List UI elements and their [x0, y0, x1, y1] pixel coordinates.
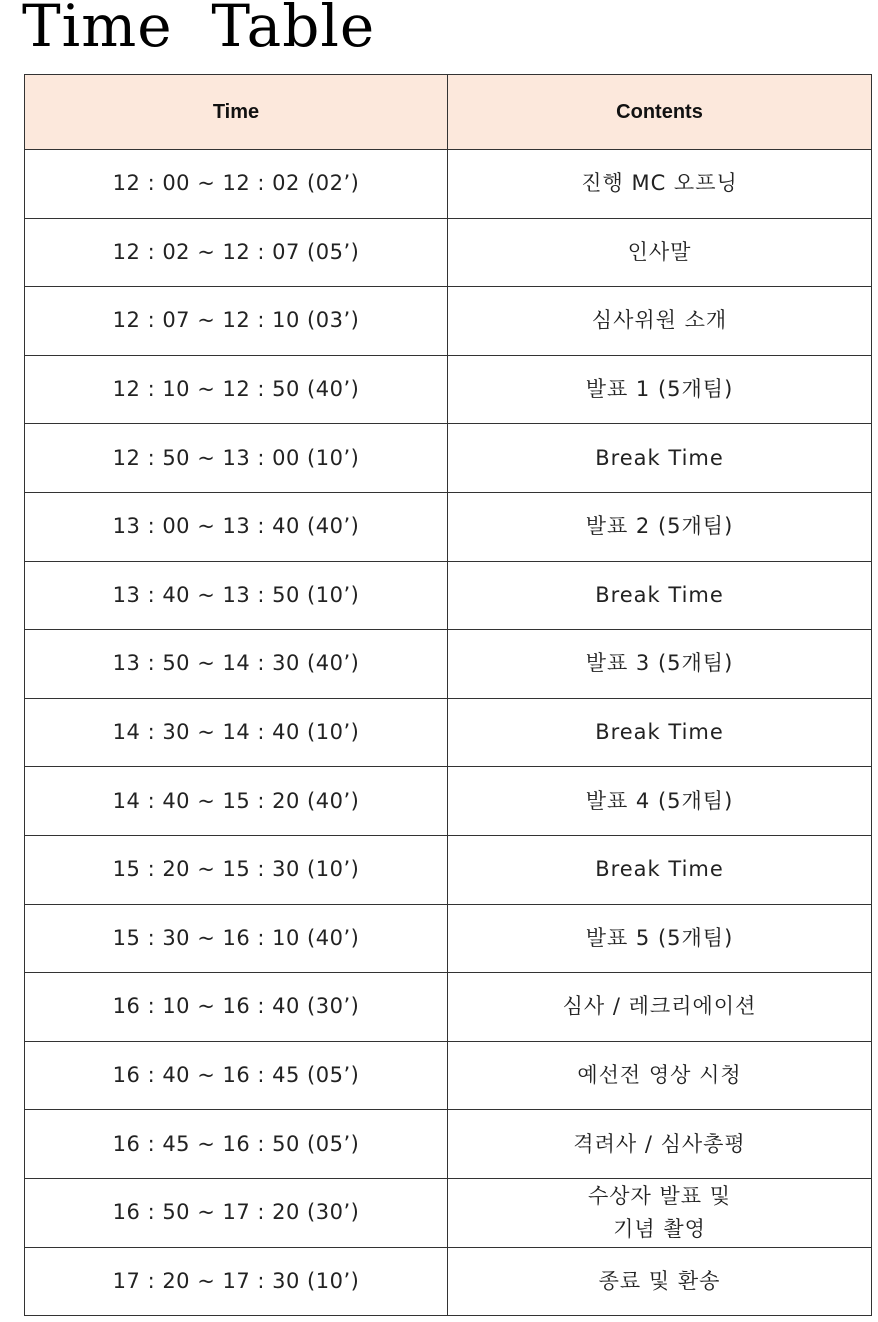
- table-row: [25, 492, 872, 561]
- table-row: [25, 1041, 872, 1110]
- contents-cell: 발표 3 (5개팀): [448, 630, 872, 699]
- contents-cell: 진행 MC 오프닝: [448, 150, 872, 219]
- time-cell: 12 : 10 ~ 12 : 50 (40’): [25, 355, 448, 424]
- table-header: [25, 75, 872, 150]
- contents-cell: 인사말: [448, 218, 872, 287]
- contents-cell: 발표 2 (5개팀): [448, 492, 872, 561]
- contents-cell: 심사위원 소개: [448, 287, 872, 356]
- time-cell: 16 : 50 ~ 17 : 20 (30’): [25, 1178, 448, 1247]
- contents-cell: 심사 / 레크리에이션: [448, 973, 872, 1042]
- table-row: [25, 835, 872, 904]
- time-cell: 17 : 20 ~ 17 : 30 (10’): [25, 1247, 448, 1316]
- time-cell: 15 : 20 ~ 15 : 30 (10’): [25, 835, 448, 904]
- contents-cell: 발표 1 (5개팀): [448, 355, 872, 424]
- header-row: [25, 75, 872, 150]
- time-column-header: Time: [25, 75, 448, 150]
- contents-cell: 종료 및 환송: [448, 1247, 872, 1316]
- table-row: [25, 287, 872, 356]
- time-cell: 16 : 45 ~ 16 : 50 (05’): [25, 1110, 448, 1179]
- time-cell: 12 : 07 ~ 12 : 10 (03’): [25, 287, 448, 356]
- contents-cell: Break Time: [448, 835, 872, 904]
- table-row: [25, 218, 872, 287]
- table-row: [25, 1247, 872, 1316]
- table-row: [25, 973, 872, 1042]
- time-cell: 12 : 50 ~ 13 : 00 (10’): [25, 424, 448, 493]
- time-cell: 13 : 40 ~ 13 : 50 (10’): [25, 561, 448, 630]
- contents-cell: Break Time: [448, 698, 872, 767]
- contents-cell: Break Time: [448, 424, 872, 493]
- contents-cell: 발표 4 (5개팀): [448, 767, 872, 836]
- contents-cell: 예선전 영상 시청: [448, 1041, 872, 1110]
- time-cell: 12 : 00 ~ 12 : 02 (02’): [25, 150, 448, 219]
- time-cell: 13 : 50 ~ 14 : 30 (40’): [25, 630, 448, 699]
- time-cell: 13 : 00 ~ 13 : 40 (40’): [25, 492, 448, 561]
- timetable: [24, 74, 872, 1316]
- table-row: [25, 561, 872, 630]
- time-cell: 14 : 30 ~ 14 : 40 (10’): [25, 698, 448, 767]
- table-row: [25, 1110, 872, 1179]
- contents-cell: 격려사 / 심사총평: [448, 1110, 872, 1179]
- time-cell: 12 : 02 ~ 12 : 07 (05’): [25, 218, 448, 287]
- time-cell: 16 : 10 ~ 16 : 40 (30’): [25, 973, 448, 1042]
- time-cell: 15 : 30 ~ 16 : 10 (40’): [25, 904, 448, 973]
- contents-cell: 발표 5 (5개팀): [448, 904, 872, 973]
- page-title: Time Table: [22, 0, 376, 60]
- table-row: [25, 355, 872, 424]
- table-body: [25, 150, 872, 1316]
- table-row: [25, 904, 872, 973]
- table-row: [25, 630, 872, 699]
- table-row: [25, 150, 872, 219]
- table-row: [25, 767, 872, 836]
- table-row: [25, 424, 872, 493]
- contents-cell: 수상자 발표 및 기념 촬영: [448, 1178, 872, 1247]
- contents-cell: Break Time: [448, 561, 872, 630]
- table-row: [25, 1178, 872, 1247]
- table-row: [25, 698, 872, 767]
- time-cell: 14 : 40 ~ 15 : 20 (40’): [25, 767, 448, 836]
- time-cell: 16 : 40 ~ 16 : 45 (05’): [25, 1041, 448, 1110]
- contents-column-header: Contents: [448, 75, 872, 150]
